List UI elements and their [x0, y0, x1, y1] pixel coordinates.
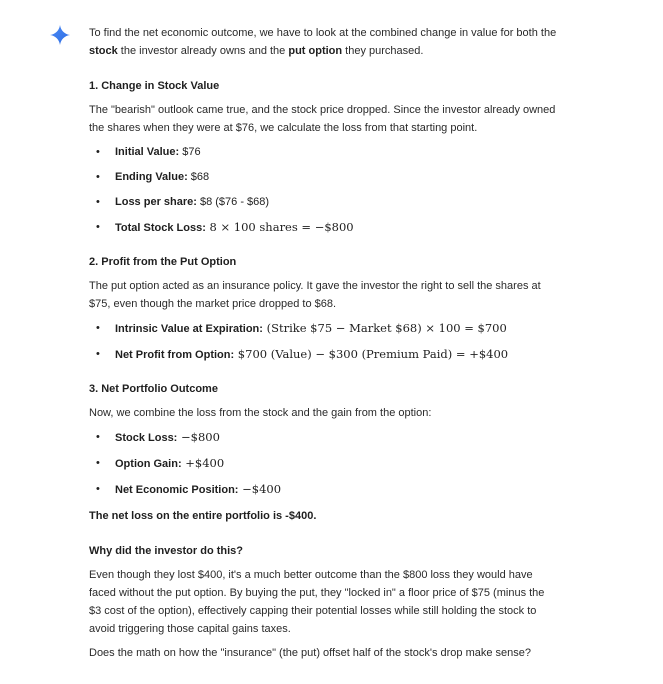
section-heading: 1. Change in Stock Value: [89, 80, 220, 92]
list-item: • Stock Loss: −$800: [89, 428, 559, 447]
list-item: • Initial Value: $76: [89, 143, 559, 161]
summary-line: The net loss on the entire portfolio is -$400.: [89, 510, 317, 522]
bullet-list: [89, 319, 559, 364]
section-paragraph: Now, we combine the loss from the stock and the gain from the option:: [89, 407, 432, 419]
section-paragraph: The "bearish" outlook came true, and the stock price dropped. Since the investor already owned the shares when they were at $76, we calculate the loss from that starting point.: [89, 104, 556, 134]
list-item: • Net Economic Position: −$400: [89, 480, 559, 499]
list-item: • Total Stock Loss: 8 × 100 shares = −$800: [89, 218, 559, 237]
list-item: • Ending Value: $68: [89, 168, 559, 186]
list-item: • Loss per share: $8 ($76 - $68): [89, 193, 559, 211]
intro-paragraph: To find the net economic outcome, we have to look at the combined change in value for both the stock the investor already owns and the put option they purchased.: [89, 27, 557, 57]
list-item: • Net Profit from Option: $700 (Value) − $300 (Premium Paid) = +$400: [89, 345, 559, 364]
section-paragraph: The put option acted as an insurance policy. It gave the investor the right to sell the shares at $75, even though the market price dropped to $68.: [89, 280, 541, 310]
list-item: • Intrinsic Value at Expiration: (Strike $75 − Market $68) × 100 = $700: [89, 319, 559, 338]
bullet-list: [89, 143, 559, 237]
section-heading: Why did the investor do this?: [89, 545, 243, 557]
response-body: [89, 24, 559, 662]
section-heading: 2. Profit from the Put Option: [89, 256, 237, 268]
closing-question: Does the math on how the "insurance" (the put) offset half of the stock's drop make sense?: [89, 647, 532, 659]
section-paragraph: Even though they lost $400, it's a much better outcome than the $800 loss they would have faced without the put option. By buying the put, they "locked in" a floor price of $75 (minus the $3 cost of the option), effectively capping their potential losses while still holding the stock to avoid triggering those capital gains taxes.: [89, 569, 545, 635]
gemini-sparkle-icon: [50, 25, 70, 45]
bullet-list: [89, 428, 559, 499]
list-item: • Option Gain: +$400: [89, 454, 559, 473]
section-heading: 3. Net Portfolio Outcome: [89, 383, 218, 395]
